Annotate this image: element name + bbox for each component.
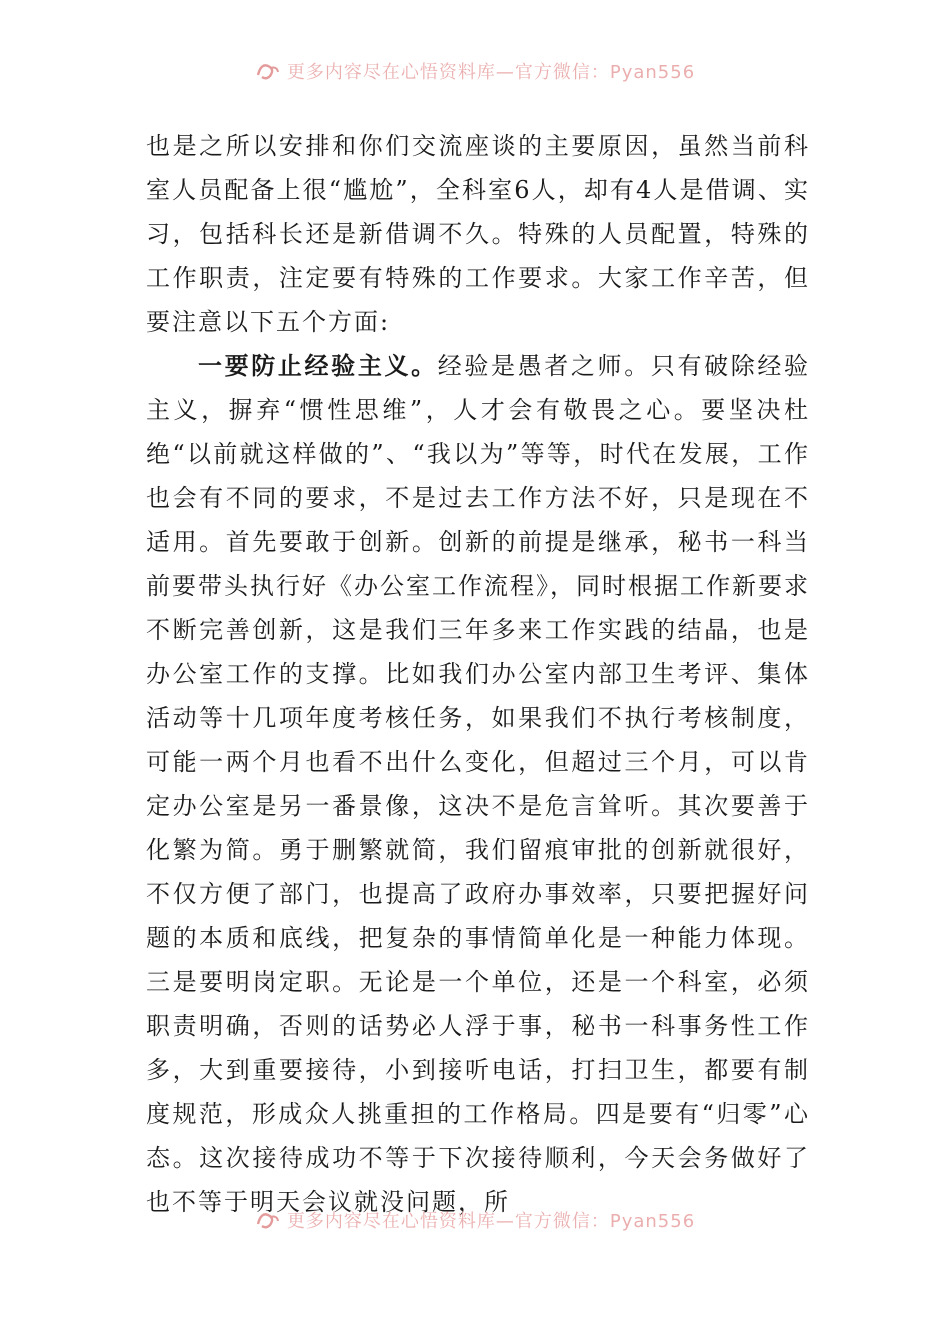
paragraph (146, 124, 810, 344)
paragraph-text: 经验是愚者之师。只有破除经验主义，摒弃“惯性思维”，人才会有敬畏之心。要坚决杜绝“以前就这样做的”、“我以为”等等，时代在发展，工作也会有不同的要求，不是过去工作方法不好，只是现在不适用。首先要敢于创新。创新的前提是继承，秘书一科当前要带头执行好《办公室工作流程》，同时根据工作新要求不断完善创新，这是我们三年多来工作实践的结晶，也是办公室工作的支撑。比如我们办公室内部卫生考评、集体活动等十几项年度考核任务，如果我们不执行考核制度，可能一两个月也看不出什么变化，但超过三个月，可以肯定办公室是另一番景像，这决不是危言耸听。其次要善于化繁为简。勇于删繁就简，我们留痕审批的创新就很好，不仅方便了部门，也提高了政府办事效率，只要把握好问题的本质和底线，把复杂的事情简单化是一种能力体现。三是要明岗定职。无论是一个单位，还是一个科室，必须职责明确，否则的话势必人浮于事，秘书一科事务性工作多，大到重要接待，小到接听电话，打扫卫生，都要有制度规范，形成众人挑重担的工作格局。四是要有“归零”心态。这次接待成功不等于下次接待顺利，今天会务做好了也不等于明天会议就没问题，所 (146, 352, 811, 1216)
logo-icon (255, 60, 281, 82)
watermark-text: 更多内容尽在心悟资料库—官方微信：Pyan556 (286, 1211, 696, 1232)
watermark-text: 更多内容尽在心悟资料库—官方微信：Pyan556 (286, 62, 696, 83)
watermark-top (0, 56, 950, 86)
watermark-bottom (0, 1205, 950, 1235)
logo-icon (255, 1209, 281, 1231)
document-body (146, 124, 810, 1224)
paragraph-text: 也是之所以安排和你们交流座谈的主要原因，虽然当前科室人员配备上很“尴尬”，全科室6人，却有4人是借调、实习，包括科长还是新借调不久。特殊的人员配置，特殊的工作职责，注定要有特殊的工作要求。大家工作辛苦，但要注意以下五个方面: (146, 132, 810, 336)
paragraph-heading: 一要防止经验主义。 (198, 351, 438, 380)
paragraph (146, 344, 810, 1224)
